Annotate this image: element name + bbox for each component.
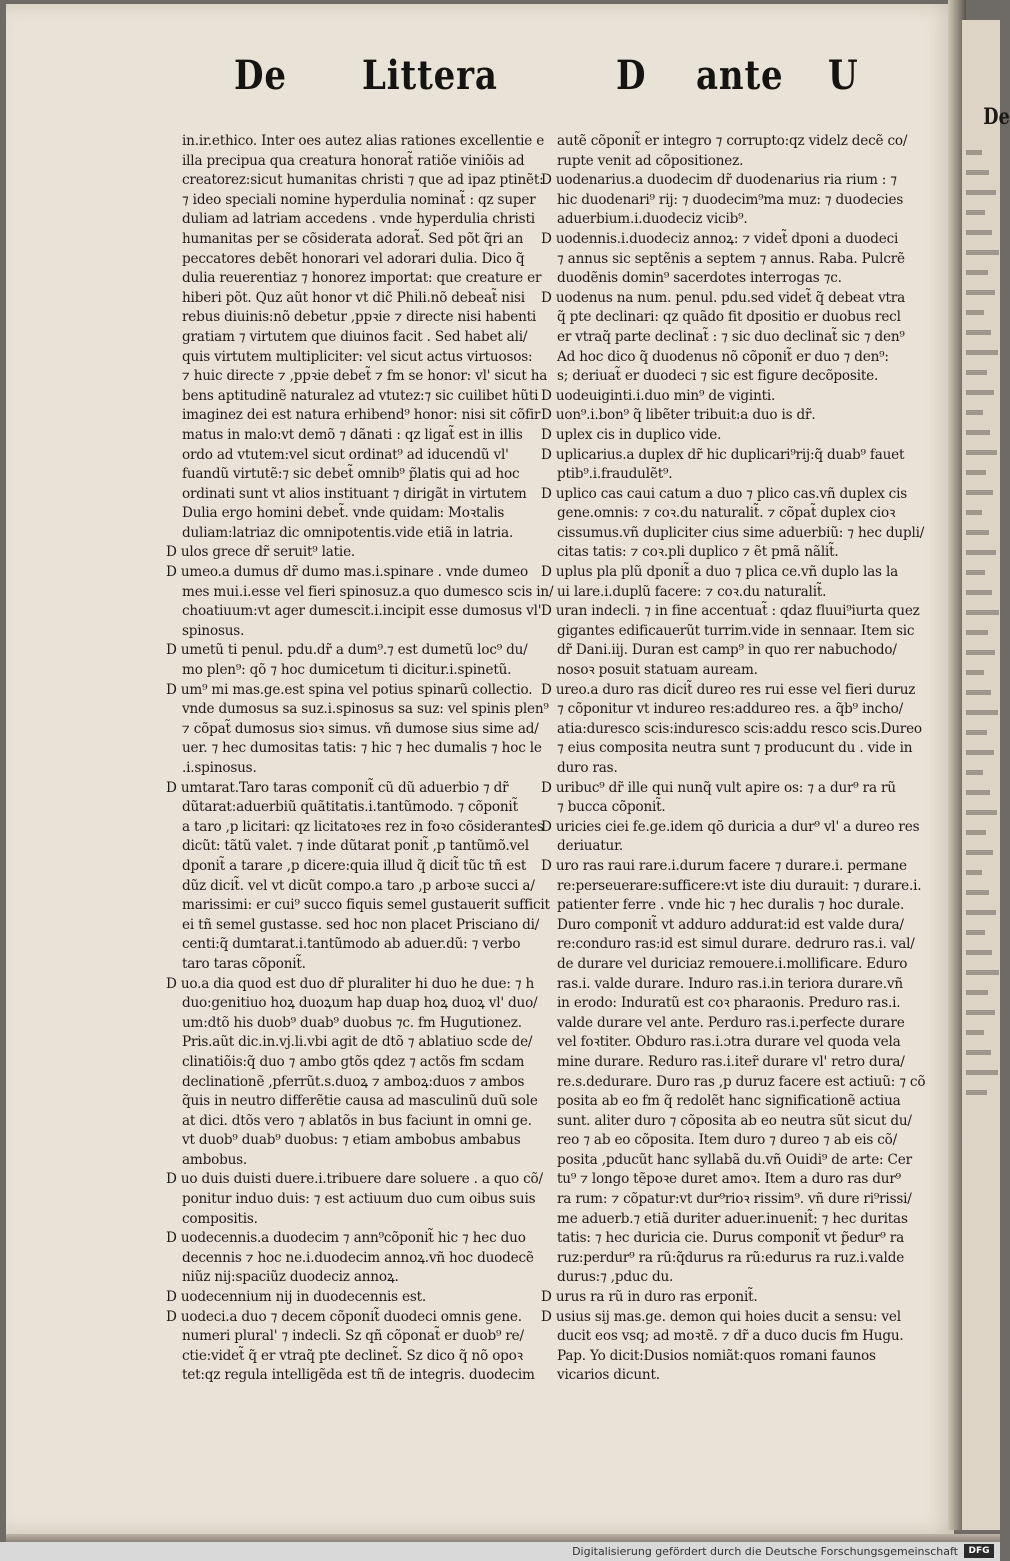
text-line: duliam:latriaz dic omnipotentis.vide etiã in latria. [182,524,514,541]
text-line: durus:⁊ ,pduc du. [557,1269,674,1286]
text-line: duodẽnis domin⁹ sacerdotes interrogas ⁊c. [557,270,842,287]
text-line: ducit eos vsq; ad moꝛtẽ. ⁊ dr̃ a duco ducis fm Hugu. [557,1328,904,1345]
dictionary-entry-line: D urus ra rũ in duro ras erponit̃. [541,1289,758,1306]
digitization-footer [0,1542,1000,1561]
text-line: valde durare vel ante. Perduro ras.i.perfecte durare [557,1014,905,1031]
facing-page-text-fragment [966,490,993,495]
facing-page-text-fragment [966,250,999,255]
text-line: ⁊ eius composita neutra sunt ⁊ producunt du . vide in [557,740,913,757]
facing-page-text-fragment [966,1010,995,1015]
facing-page-text-fragment [966,410,983,415]
text-line: Pap. Yo dicit:Dusios nomiãt:quos romani faunos [557,1347,876,1364]
facing-page-text-fragment [966,930,985,935]
dictionary-entry-line: D uodenus na num. penul. pdu.sed videt̃ q̃ debeat vtra [541,289,906,306]
facing-page-text-fragment [966,730,987,735]
text-line: re:perseuerare:sufficere:vt iste diu durauit: ⁊ durare.i. [557,877,922,894]
text-line: de durare vel duriciaz remouere.i.mollificare. Eduro [557,955,908,972]
text-line: Dulia ergo homini debet̃. vnde quidam: Moꝛtalis [182,505,505,522]
text-line: er vtraq̃ parte declinat̃ : ⁊ sic duo declinat̃ sic ⁊ den⁹ [557,328,905,345]
facing-page-text-fragment [966,810,997,815]
text-line: posita ab eo fm q̃ redolẽt hanc significationẽ actiua [557,1093,901,1110]
text-line: aduerbium.i.duodeciz vicib⁹. [557,211,748,228]
text-line: rebus diuinis:nõ debetur ,ppꝛie ⁊ directe nisi habenti [182,309,537,326]
header-letter-d: D [616,52,647,99]
facing-page-text-fragment [966,1070,998,1075]
facing-page-text-fragment [966,370,987,375]
text-line: centi:q̃ dumtarat.i.tantũmodo ab aduer.dũ: ⁊ verbo [182,936,521,953]
text-line: tet:qz regula intelligẽda est tñ de integris. duodecim [182,1367,535,1384]
text-line: rupte venit ad cõpositionez. [557,152,744,169]
facing-page-text-fragment [966,310,984,315]
dictionary-entry-line: D ureo.a duro ras dicit̃ dureo res rui esse vel fieri duruz [541,681,916,698]
facing-page-text-fragment [966,530,989,535]
text-line: ruz:perdur⁹ ra rũ:q̃durus ra rũ:edurus ra ruz.i.valde [557,1249,905,1266]
facing-page-edge [962,20,1010,1530]
text-line: uer. ⁊ hec dumositas tatis: ⁊ hic ⁊ hec dumalis ⁊ hoc le [182,740,542,757]
text-line: dicũt: tãtũ valet. ⁊ inde dũtarat ponit̃ ,p tantũmõ.vel [182,838,529,855]
page-fore-edge [6,1534,1000,1542]
text-line: ⁊ cõponitur vt indureo res:addureo res. a q̃b⁹ incho/ [557,701,903,718]
text-line: hic duodenari⁹ rij: ⁊ duodecim⁹ma muz: ⁊ duodecies [557,191,904,208]
text-line: ei tñ semel gustasse. sed hoc non placet Prisciano di/ [182,916,540,933]
dictionary-entry-line: D uplex cis in duplico vide. [541,426,722,443]
facing-page-text-fragment [966,390,994,395]
text-line: niũz nij:spaciũz duodeciz annoꝝ. [182,1269,399,1286]
facing-page-text-fragment [966,290,995,295]
text-line: ⁊ annus sic septẽnis a septem ⁊ annus. Raba. Pulcrẽ [557,250,905,267]
header-littera: Littera [362,52,498,99]
text-line: citas tatis: ⁊ coꝛ.pli duplico ⁊ ẽt pmã nãlit̃. [557,544,839,561]
text-line: ⁊ huic directe ⁊ ,ppꝛie debet̃ ⁊ fm se honor: vl' sicut ha [182,368,548,385]
dictionary-entry-line: D uo.a dia quod est duo dr̃ pluraliter hi duo he due: ⁊ h [166,975,535,992]
text-line: clinatiõis:q̃ duo ⁊ ambo gtõs qdez ⁊ actõs fm scdam [182,1053,525,1070]
facing-page-text-fragment [966,430,990,435]
dfg-logo: DFG [964,1544,994,1558]
text-line: reo ⁊ ab eo cõposita. Item duro ⁊ dureo ⁊ ab eis cõ/ [557,1132,898,1149]
text-line: a taro ,p licitari: qz licitatoꝛes rez in foꝛo cõsiderantes [182,818,544,835]
facing-page-text-fragment [966,950,992,955]
facing-page-text-fragment [966,830,986,835]
text-line: posita ,pducũt hanc syllabã du.vñ Ouidi⁹ de arte: Cer [557,1151,912,1168]
facing-page-text-fragment [966,970,999,975]
text-line: ambobus. [182,1151,248,1168]
dictionary-entry-line: D uodennis.i.duodeciz annoꝝ: ⁊ videt̃ dponi a duodeci [541,230,899,247]
text-line: deriuatur. [557,838,623,855]
text-line: dr̃ Dani.iij. Duran est camp⁹ in quo rer nabuchodo/ [557,642,897,659]
running-header [6,52,954,112]
facing-page-text-fragment [966,1090,987,1095]
text-line: duliam ad latriam accedens . vnde hyperdulia christi [182,211,535,228]
facing-page-text-fragment [966,770,983,775]
text-line: gigantes edificauerũt turrim.vide in sennaar. Item sic [557,622,915,639]
text-line: creatorez:sicut humanitas christi ⁊ que ad ipaz ptinẽt: [182,172,544,189]
facing-page-text-fragment [966,170,989,175]
text-line: tu⁹ ⁊ longo tẽpoꝛe duret amoꝛ. Item a duro ras dur⁹ [557,1171,901,1188]
text-line: dũz dicit̃. vel vt dicũt compo.a taro ,p arboꝛe succi a/ [182,877,535,894]
dictionary-entry-line: D umeo.a dumus dr̃ dumo mas.i.spinare . vnde dumeo [166,564,529,581]
dictionary-entry-line: D uo duis duisti duere.i.tribuere dare soluere . a quo cõ/ [166,1171,543,1188]
text-line: quis virtutem multipliciter: vel sicut actus virtuosos: [182,348,533,365]
text-line: Duro componit̃ vt adduro addurat:id est valde dura/ [557,916,904,933]
facing-page-text-fragment [966,510,982,515]
facing-page-text-fragment [966,870,982,875]
facing-page-text-fragment [966,1050,991,1055]
text-line: humanitas per se cõsiderata adorat̃. Sed põt q̃ri an [182,230,524,247]
facing-page-text-fragment [966,750,994,755]
facing-page-text-fragment [966,570,985,575]
header-letter-u: U [828,52,859,99]
text-line: ponitur induo duis: ⁊ est actiuum duo cum oibus suis [182,1191,536,1208]
facing-page-text-fragment [966,790,990,795]
left-text-column [166,132,554,1386]
facing-page-text-fragment [966,610,999,615]
text-line: in.ir.ethico. Inter oes autez alias rationes excellentie e [182,133,545,149]
dictionary-entry-line: D usius sij mas.ge. demon qui hoies ducit a sensu: vel [541,1308,901,1325]
text-line: atia:duresco scis:induresco scis:addu resco scis.Dureo [557,720,922,737]
text-line: declinationẽ ,pferrũt.s.duoꝝ ⁊ amboꝝ:duos ⁊ ambos [182,1073,525,1090]
text-line: vt duob⁹ duab⁹ duobus: ⁊ etiam ambobus ambabus [182,1132,521,1149]
text-line: q̃ pte declinari: qz quãdo fit dpositio er duobus recl [557,309,901,326]
facing-page-text-fragment [966,670,984,675]
facing-page-text-fragment [966,690,991,695]
text-line: nosoꝛ posuit statuam auream. [557,662,758,679]
text-line: ⁊ ideo speciali nomine hyperdulia nominat̃ : qz super [182,191,536,208]
text-line: ra rum: ⁊ cõpatur:vt dur⁹rioꝛ rissim⁹. vñ dure ri⁹rissi/ [557,1191,912,1208]
facing-page-text-fragment [966,630,988,635]
facing-page-text-fragment [966,1030,984,1035]
text-line: Pris.aũt dic.in.vj.li.vbi agit de dtõ ⁊ ablatiuo scde de/ [182,1034,533,1051]
facing-page-text-fragment [966,230,992,235]
facing-page-text-fragment [966,590,992,595]
facing-page-text-fragment [966,190,996,195]
text-line: gratiam ⁊ virtutem que diuinos facit . Sed habet ali/ [182,328,528,345]
text-line: cissumus.vñ dupliciter cius sime aduerbiũ: ⁊ hec dupli/ [557,524,925,541]
dictionary-entry-line: D uplico cas caui catum a duo ⁊ plico cas.vñ duplex cis [541,485,908,502]
facing-page-text-fragment [966,650,995,655]
text-line: ⁊ bucca cõponit̃. [557,799,666,816]
dictionary-entry-line: D umtarat.Taro taras componit̃ cũ dũ aduerbio ⁊ dr̃ [166,779,509,796]
text-line: numeri plural' ⁊ indecli. Sz qñ cõponat̃ er duob⁹ re/ [182,1328,524,1345]
facing-page-text-fragment [966,450,997,455]
dictionary-entry-line: D uplus pla plũ dponit̃ a duo ⁊ plica ce.vñ duplo las la [541,564,899,581]
facing-page-text-fragment [966,550,996,555]
dictionary-entry-line: D uodecennium nij in duodecennis est. [166,1289,427,1306]
dictionary-entry-line: D uodecennis.a duodecim ⁊ ann⁹cõponit̃ hic ⁊ hec duo [166,1230,526,1247]
text-line: ordo ad vtutem:vel sicut ordinat⁹ ad iducendũ vl' [182,446,509,463]
text-line: Ad hoc dico q̃ duodenus nõ cõponit̃ er duo ⁊ den⁹: [557,348,889,365]
facing-page-text-fragment [966,330,991,335]
header-de: De [234,52,287,99]
text-line: tatis: ⁊ hec duricia cie. Durus componit̃ vt p̃edur⁹ ra [557,1230,905,1247]
dictionary-entry-line: D uribuc⁹ dr̃ ille qui nunq̃ vult apire os: ⁊ a dur⁹ ra rũ [541,779,896,796]
dictionary-entry-line: D uro ras raui rare.i.durum facere ⁊ durare.i. permane [541,857,907,874]
text-line: spinosus. [182,622,245,639]
facing-page-text-fragment [966,150,982,155]
text-line: hiberi põt. Quz aũt honor vt dic̃ Phili.nõ debeat̃ nisi [182,289,525,306]
text-line: sunt. aliter duro ⁊ cõposita ab eo neutra sũt sicut du/ [557,1112,912,1129]
text-line: dulia reuerentiaz ⁊ honorez importat: que creature er [182,270,542,287]
text-line: in erodo: Induratũ est coꝛ pharaonis. Preduro ras.i. [557,995,901,1012]
text-line: patienter ferre . vnde hic ⁊ hec duralis ⁊ hoc durale. [557,897,905,914]
facing-page-text-fragment [966,850,993,855]
text-line: dũtarat:aduerbiũ quãtitatis.i.tantũmodo. ⁊ cõponit̃ [182,799,518,816]
text-line: compositis. [182,1210,258,1227]
facing-page-text-fragment [966,710,998,715]
text-line: imaginez dei est natura erhibend⁹ honor: nisi sit cõfir [182,407,541,424]
dictionary-entry-line: D uplicarius.a duplex dr̃ hic duplicari⁹rij:q̃ duab⁹ fauet [541,446,905,463]
facing-page-text-fragment [966,270,988,275]
text-line: vel foꝛtiter. Obduro ras.i.ɔtra durare vel quoda vela [557,1034,901,1051]
dictionary-entry-line: D uran indecli. ⁊ in fine accentuat̃ : qdaz fluui⁹iurta quez [541,603,920,620]
text-line: peccatores debẽt honorari vel adorari dulia. Dico q̃ [182,250,525,267]
book-page [6,4,954,1534]
dictionary-entry-line: D um⁹ mi mas.ge.est spina vel potius spinarũ collectio. [166,681,533,698]
text-line: bens aptitudinẽ naturalez ad vtutez:⁊ sic cuilibet hũti [182,387,539,404]
facing-page-text-fragment [966,210,985,215]
text-line: fuandũ virtutẽ:⁊ sic debet̃ omnib⁹ p̃latis qui ad hoc [182,466,520,483]
text-line: .i.spinosus. [182,760,257,776]
text-line: decennis ⁊ hoc ne.i.duodecim annoꝝ.vñ hoc duodecẽ [182,1249,534,1266]
text-line: gene.omnis: ⁊ coꝛ.du naturalit̃. ⁊ cõpat̃ duplex cioꝛ [557,505,896,522]
facing-page-text-fragment [966,350,998,355]
dictionary-entry-line: D uodenarius.a duodecim dr̃ duodenarius ria rium : ⁊ [541,172,897,189]
text-line: marissimi: er cui⁹ succo fiquis semel gustauerit sufficit [182,897,550,914]
facing-page-header-fragment: De [983,104,1010,130]
dictionary-entry-line: D uricies ciei fe.ge.idem qõ duricia a dur⁹ vl' a dureo res [541,818,920,835]
text-line: ctie:videt̃ q̃ er vtraq̃ pte declinet̃. Sz dico q̃ nõ opoꝛ [182,1347,523,1364]
dictionary-entry-line: D uodeuiginti.i.duo min⁹ de viginti. [541,387,776,404]
facing-page-text-fragment [966,990,988,995]
text-line: s; deriuat̃ er duodeci ⁊ sic est figure decõposite. [557,368,879,385]
facing-page-text-fragment [966,890,989,895]
text-line: re:conduro ras:id est simul durare. dedruro ras.i. val/ [557,936,915,953]
text-line: mes mui.i.esse vel fieri spinosuz.a quo dumesco scis in/ [182,583,554,600]
text-line: ordinati sunt vt alios instituant ⁊ dirigãt in virtutem [182,485,527,502]
text-line: taro taras cõponit̃. [182,955,306,972]
text-line: at dici. dtõs vero ⁊ ablatõs in bus faciunt in omni ge. [182,1112,532,1129]
text-line: matus in malo:vt demõ ⁊ dãnati : qz ligat̃ est in illis [182,426,523,443]
text-line: duro ras. [557,760,618,776]
text-line: um:dtõ his duob⁹ duab⁹ duobus ⁊c. fm Hugutionez. [182,1014,522,1031]
dictionary-entry-line: D ulos grece dr̃ seruit⁹ latie. [166,544,356,561]
text-line: ras.i. valde durare. Induro ras.i.in teriora durare.vñ [557,975,903,992]
text-line: vnde dumosus sa suz.i.spinosus sa suz: vel spinis plen⁹ [182,701,549,718]
dictionary-entry-line: D umetũ ti penul. pdu.dr̃ a dum⁹.⁊ est dumetũ loc⁹ du/ [166,642,528,659]
text-line: ptib⁹.i.fraudulẽt⁹. [557,466,673,483]
right-text-column [541,132,926,1386]
text-line: ui lare.i.duplũ facere: ⁊ coꝛ.du naturalit̃. [557,583,827,600]
text-line: duo:genitiuo hoꝝ duoꝝum hap duap hoꝝ duoꝝ vl' duo/ [182,995,538,1012]
dictionary-entry-line: D uodeci.a duo ⁊ decem cõponit̃ duodeci omnis gene. [166,1308,522,1325]
text-line: q̃uis in neutro differẽtie causa ad masculinũ duũ sole [182,1093,538,1110]
facing-page-text-fragment [966,910,996,915]
text-line: dponit̃ a tarare ,p dicere:quia illud q̃ dicit̃ tũc tñ est [182,857,527,874]
text-line: choatiuum:vt ager dumescit.i.incipit esse dumosus vl' [182,603,542,620]
text-line: mine durare. Reduro ras.i.iter̃ durare vl' retro dura/ [557,1053,905,1070]
header-ante: ante [696,52,784,99]
text-line: autẽ cõponit̃ er integro ⁊ corrupto:qz videlz decẽ co/ [557,133,908,149]
text-line: ⁊ cõpat̃ dumosus sioꝛ simus. vñ dumose sius sime ad/ [182,720,539,737]
funding-credit: Digitalisierung gefördert durch die Deutsche Forschungsgemeinschaft [572,1545,958,1558]
text-line: mo plen⁹: qõ ⁊ hoc dumicetum ti dicitur.i.spinetũ. [182,662,512,679]
text-line: vicarios dicunt. [557,1367,660,1384]
text-line: re.s.dedurare. Duro ras ,p duruz facere est actiuũ: ⁊ cõ [557,1073,926,1090]
facing-page-text-fragment [966,470,986,475]
text-line: illa precipua qua creatura honorat̃ ratiõe viniõis ad [182,152,525,169]
dictionary-entry-line: D uon⁹.i.bon⁹ q̃ libẽter tribuit:a duo is dr̃. [541,407,816,424]
text-line: me aduerb.⁊ etiã duriter aduer.inuenit̃: ⁊ hec duritas [557,1210,908,1227]
